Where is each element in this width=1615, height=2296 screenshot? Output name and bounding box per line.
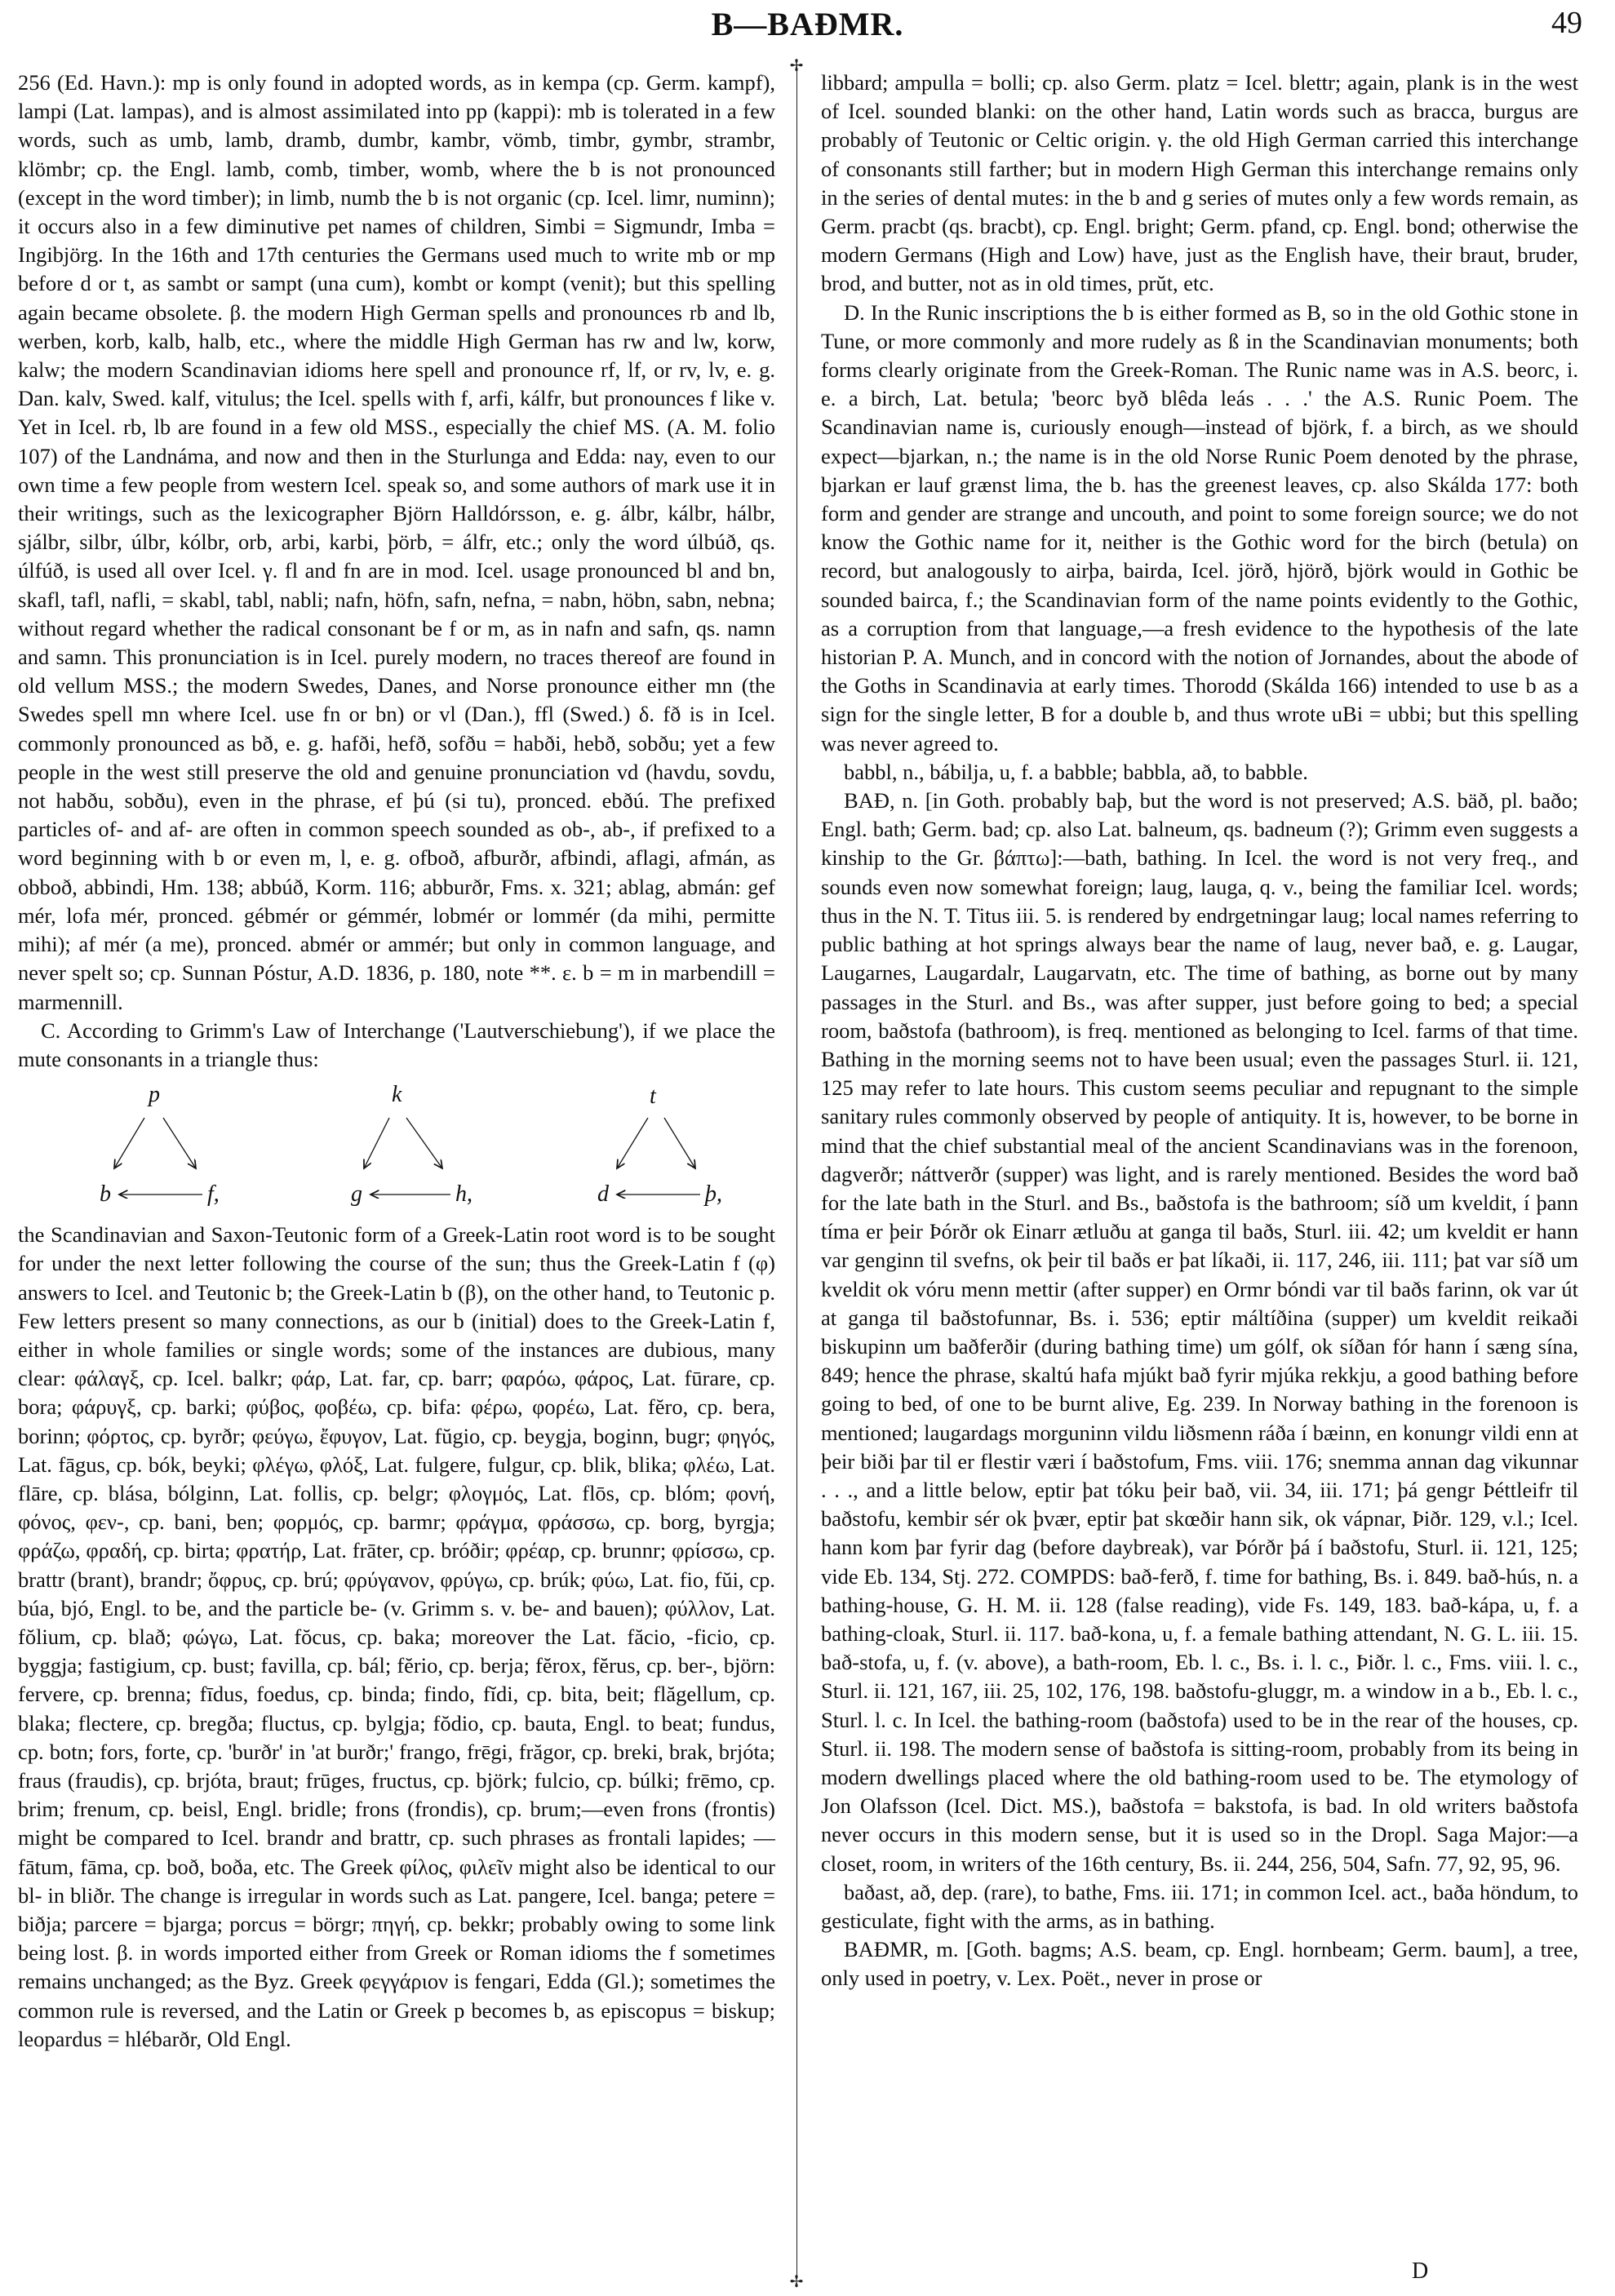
divider-ornament-bottom: ✢: [789, 2272, 804, 2291]
triangle-1: [100, 1082, 220, 1207]
right-paragraph-1: libbard; ampulla = bolli; cp. also Germ. platz = Icel. blettr; again, plank is in the west of Icel. sounded blanki: on the other hand, Latin words such as bracca, burgus are probably of Teutonic or Celtic origin. γ. the old High German carried this interchange of consonants still farther; but in modern High German this interchange remains only in the series of dental mutes: in the b and g series of mutes only a few words remain, as Germ. pracbt (qs. bracbt), cp. Engl. bright; Germ. pfand, cp. Engl. bond; otherwise the modern Germans (High and Low) have, just as the English have, their braut, bruder, brod, and butter, not as in old times, prŭt, etc.: [821, 70, 1578, 296]
triangle-3-right: þ,: [705, 1181, 722, 1208]
left-paragraph-3: the Scandinavian and Saxon-Teutonic form of a Greek-Latin root word is to be sought for under the next letter following the course of the sun; thus the Greek-Latin f (φ) answers to Icel. and Teutonic b; the Greek-Latin b (β), on the other hand, to Teutonic p. Few letters present so many connections, as our b (initial) does to the Greek-Latin f, either in whole families or single words; some of the instances are dubious, many clear: φάλαγξ, cp. Icel. balkr; φάρ, Lat. far, cp. barr; φαρόω, φάρος, Lat. fūrare, cp. bora; φάρυγξ, cp. barki; φύβος, φοβέω, cp. bifa: φέρω, φορέω, Lat. fĕro, cp. bera, borinn; φόρτος, cp. byrðr; φεύγω, ἔφυγον, Lat. fŭgio, cp. beygja, boginn, bugr; φηγός, Lat. fāgus, cp. bók, beyki; φλέγω, φλόξ, Lat. fulgere, fulgur, cp. blik, blika; φλέω, Lat. flāre, cp. blása, bólginn, Lat. follis, cp. belgr; φλογμός, Lat. flōs, cp. blóm; φονή, φόνος, φεν-, cp. bani, ben; φορμός, cp. barmr; φράγμα, φράσσω, cp. borg, byrgja; φράζω, φραδή, cp. birta; φρατήρ, Lat. frāter, cp. bróðir; φρέαρ, cp. brunnr; φρίσσω, cp. brattr (brant), brandr; ὄφρυς, cp. brú; φρύγανον, φρύγω, cp. brúk; φύω, Lat. fio, fŭi, cp. búa, bjó, Engl. to be, and the particle be- (v. Grimm s. v. be- and bauen); φύλλον, Lat. fŏlium, cp. blað; φώγω, Lat. fŏcus, cp. baka; moreover the Lat. făcio, -ficio, cp. byggja; fastigium, cp. bust; favilla, cp. bál; fĕrio, cp. berja; fĕrox, fĕrus, cp. ber-, björn: fervere, cp. brenna; fīdus, foedus, cp. binda; findo, fĭdi, cp. bita, beit; flăgellum, cp. blaka; flectere, cp. bregða; fluctus, cp. bylgja; fŏdio, cp. bauta, Engl. to beat; fundus, cp. botn; fors, forte, cp. 'burðr' in 'at burðr;' frango, frēgi, frăgor, cp. breki, brak, brjóta; fraus (fraudis), cp. brjóta, braut; frūges, fructus, cp. björk; fulcio, cp. búlki; frēmo, cp. brim; frenum, cp. beisl, Engl. bridle; frons (frondis), cp. brum;—even frons (frontis) might be compared to Icel. brandr and brattr, cp. such phrases as frontali lapides; —fātum, fāma, cp. boð, boða, etc. The Greek φίλος, φιλεῖν might also be identical to our bl- in bliðr. The change is irregular in words such as Lat. pangere, Icel. banga; petere = biðja; parcere = bjarga; porcus = börgr; πηγή, cp. bekkr; probably owing to some link being lost. β. in words imported either from Greek or Roman idioms the f sometimes remains unchanged; as the Byz. Greek φεγγάριον is fengari, Edda (Gl.); sometimes the common rule is reversed, and the Latin or Greek p becomes b, as episcopus = biskup; leopardus = hlébarðr, Old Engl.: [18, 1222, 775, 2051]
page-header: [33, 5, 1582, 51]
triangle-2-top: k: [392, 1082, 402, 1108]
left-paragraph-1: 256 (Ed. Havn.): mp is only found in adopted words, as in kempa (cp. Germ. kampf), lampi (Lat. lampas), and is almost assimilated into pp (kappi): mb is tolerated in a few words, such as umb, lamb, dramb, dumbr, kambr, vömb, timbr, gymbr, strambr, klömbr; cp. the Engl. lamb, comb, timber, womb, where the b is not pronounced (except in the word timber); in limb, numb the b is not organic (cp. Icel. limr, numinn); it occurs also in a few diminutive pet names of children, Simbi = Sigmundr, Imba = Ingibjörg. In the 16th and 17th centuries the Germans used much to write mb or mp before d or t, as sambt or sampt (una cum), kombt or kompt (venit); but this spelling again became obsolete. β. the modern High German spells and pronounces rb and lb, werben, korb, kalb, halb, etc., where the middle High German has rw and lw, korw, kalw; the modern Scandinavian idioms here spell and pronounce rf, lf, or rv, lv, e. g. Dan. kalv, Swed. kalf, vitulus; the Icel. spells with f, arfi, kálfr, but pronounces f like v. Yet in Icel. rb, lb are found in a few old MSS., especially the chief MS. (A. M. folio 107) of the Landnáma, and now and then in the Sturlunga and Edda: nay, even to our own time a few people from western Icel. speak so, and some authors of mark use it in their writings, such as the lexicographer Björn Halldórsson, e. g. álbr, kálbr, hálbr, sjálbr, silbr, úlbr, kólbr, orb, arbi, karbi, þörb, = álfr, etc.; only the word úlbúð, qs. úlfúð, is used all over Icel. γ. fl and fn are in mod. Icel. usage pronounced bl and bn, skafl, tafl, nafli, = skabl, tabl, nabli; nafn, höfn, safn, nefna, = nabn, höbn, sabn, nebna; without regard whether the radical consonant be f or m, as in nafn and safn, qs. namn and samn. This pronunciation is in Icel. purely modern, no traces thereof are found in old vellum MSS.; the modern Swedes, Danes, and Norse pronounce either mn (the Swedes spell mn where Icel. use fn or bn) or vl (Dan.), ffl (Swed.) δ. fð is in Icel. commonly pronounced as bð, e. g. hafði, hefð, sofðu = habði, hebð, sobðu; yet a few people in the west still preserve the old and genuine pronunciation vd (havdu, sovdu, not habðu, sobðu), even in the phrase, ef þú (si tu), pronced. ebðú. The prefixed particles of- and af- are often in common speech sounded as ob-, ab-, if prefixed to a word beginning with b or even m, l, e. g. ofboð, afburðr, afbindi, aflagi, afmán, as obboð, abbindi, Hm. 138; abbúð, Korm. 116; abburðr, Fms. x. 321; ablag, abmán: gef mér, lofa mér, pronced. gébmér or gémmér, lobmér or lommér (da mihi, permitte mihi); af mér (a me), pronced. abmér or ammér; but only in common language, and never spelt so; cp. Sunnan Póstur, A.D. 1836, p. 180, note **. ε. b = m in marbendill = marmennill.: [18, 70, 775, 1014]
triangle-2-arrow-right: [406, 1118, 442, 1168]
page-number: 49: [1551, 6, 1582, 40]
entry-badast: baðast, að, dep. (rare), to bathe, Fms. iii. 171; in common Icel. act., baða höndum, to gesticulate, fight with the arms, as in bathing.: [821, 1879, 1578, 1933]
triangle-3: [597, 1084, 722, 1207]
divider-ornament-top: ✢: [789, 55, 804, 75]
right-paragraph-2: D. In the Runic inscriptions the b is either formed as B, so in the old Gothic stone in Tune, or more commonly and more rudely as ß in the Scandinavian monuments; both forms clearly originate from the Greek-Roman. The Runic name was in A.S. beorc, i. e. a birch, Lat. betula; 'beorc byð blêda leás . . .' the A.S. Runic Poem. The Scandinavian name is, curiously enough—instead of björk, f. a birch, as we should expect—bjarkan, n.; the name is in the old Norse Runic Poem denoted by the phrase, bjarkan er lauf grænst lima, the b. has the greenest leaves, cp. also Skálda 177: both form and gender are strange and uncouth, and point to some foreign source; we do not know the Gothic name for it, neither is the Gothic word for the birch (betula) on record, but analogously to airþa, bairda, Icel. jörð, hjörð, björk would in Gothic be sounded bairca, f.; the Scandinavian form of the name points evidently to the Gothic, as a corruption from that language,—a fresh evidence to the hypothesis of the late historian P. A. Munch, and in concord with the notion of Jornandes, about the abode of the Goths in Scandinavia at early times. Thorodd (Skálda 166) intended to use b as a sign for the single letter, B for a double b, and thus wrote uBi = ubbi; but this spelling was never agreed to.: [821, 299, 1578, 756]
triangle-1-arrow-right: [163, 1118, 196, 1168]
entry-babbl: babbl, n., bábilja, u, f. a babble; babbla, að, to babble.: [844, 759, 1308, 784]
entry-badmr: BAÐMR, m. [Goth. bagms; A.S. beam, cp. Engl. hornbeam; Germ. baum], a tree, only used in poetry, v. Lex. Poët., never in prose or: [821, 1937, 1578, 1991]
running-head: B—BAÐMR.: [711, 6, 904, 42]
triangle-2-left: g: [351, 1181, 362, 1208]
triangle-3-arrow-left: [617, 1118, 648, 1168]
triangle-1-arrow-left: [114, 1118, 144, 1168]
triangle-3-left: d: [597, 1181, 609, 1208]
triangle-3-arrow-right: [664, 1118, 695, 1168]
triangle-diagram: [18, 1079, 775, 1217]
triangle-3-top: t: [650, 1084, 656, 1110]
column-divider: [796, 64, 797, 2279]
triangle-1-right: f,: [207, 1181, 220, 1208]
triangle-2: [351, 1082, 473, 1207]
left-column: [18, 69, 775, 2263]
left-paragraph-2: C. According to Grimm's Law of Interchange ('Lautverschiebung'), if we place the mute consonants in a triangle thus:: [18, 1017, 775, 1071]
consonant-triangles: [18, 1079, 775, 1217]
triangle-2-arrow-left: [364, 1118, 389, 1168]
triangle-1-left: b: [100, 1181, 111, 1208]
triangle-2-right: h,: [455, 1181, 473, 1208]
right-column: [821, 69, 1578, 2263]
signature-mark: D: [1412, 2258, 1429, 2284]
entry-bad: BAÐ, n. [in Goth. probably baþ, but the word is not preserved; A.S. bäð, pl. baðo; Engl. bath; Germ. bad; cp. also Lat. balneum, qs. badneum (?); Grimm even suggests a kinship to the Gr. βάπτω]:—bath, bathing. In Icel. the word is not very freq., and sounds even now somewhat foreign; laug, lauga, q. v., being the familiar Icel. words; thus in the N. T. Titus iii. 5. is rendered by endrgetningar laug; local names referring to public bathing at hot springs always bear the name of laug, never bað, e. g. Laugar, Laugarnes, Laugardalr, Laugarvatn, etc. The time of bathing, as borne out by many passages in the Sturl. and Bs., was after supper, just before going to bed; a special room, baðstofa (bathroom), is freq. mentioned as belonging to Icel. farms of that time. Bathing in the morning seems not to have been usual; even the passages Sturl. ii. 121, 125 may refer to late hours. This custom seems peculiar and repugnant to the simple sanitary rules commonly observed by people of antiquity. It is, however, to be borne in mind that the chief substantial meal of the ancient Scandinavians was in the forenoon, dagverðr; náttverðr (supper) was light, and is rarely mentioned. Besides the word bað for the late bath in the Sturl. and Bs., baðstofa is the bathroom; síð um kveldit, í þann tíma er þeir Þórðr ok Einarr ætluðu at ganga til baðs, Sturl. iii. 42; um kveldit er hann var genginn til svefns, ok þeir til baðs er þat líkaði, ii. 117, 246, iii. 111; þat var síð um kveldit ok vóru menn mettir (after supper) en Ormr bóndi var til baðs farinn, ok var út at ganga til baðstofunnar, Bs. i. 536; eptir máltíðina (supper) um kveldit reikaði biskupinn um baðferðir (during bathing time) um gólf, ok síðan fór hann í sæng sína, 849; hence the phrase, skaltú hafa mjúkt bað fyrir mjúka rekkju, a good bathing before going to bed, of one to be burnt alive, Eg. 239. In Norway bathing in the forenoon is mentioned; laugardags morguninn vildu liðsmenn ráða í bæinn, en konungr vildi enn at þeir biði þar til er flestir væri í baðstofum, Fms. viii. 176; snemma annan dag vikunnar . . ., and a little below, eptir þat tóku þeir bað, vii. 34, iii. 171; þá gengr Þéttleifr til baðstofu, kembir sér ok þvær, eptir þat skœðir hann sik, ok vápnar, Þiðr. 129, v.l.; Icel. hann kom þar fyrir dag (before daybreak), var Þórðr þá í baðstofu, Sturl. ii. 121, 125; vide Eb. 134, Stj. 272. COMPDS: bað-ferð, f. time for bathing, Bs. i. 849. bað-hús, n. a bathing-house, G. H. M. ii. 128 (false reading), vide Fs. 149, 183. bað-kápa, u, f. a bathing-cloak, Sturl. ii. 117. bað-kona, u, f. a female bathing attendant, N. G. L. iii. 15. bað-stofa, u, f. (v. above), a bath-room, Eb. l. c., Bs. i. l. c., Þiðr. l. c., Fms. viii. l. c., Sturl. ii. 121, 167, iii. 25, 102, 176, 198. baðstofu-gluggr, m. a window in a b., Eb. l. c., Sturl. l. c. In Icel. the bathing-room (baðstofa) used to be in the rear of the houses, cp. Sturl. ii. 198. The modern sense of baðstofa is sitting-room, probably from its being in modern dwellings placed where the old bathing-room used to be. The etymology of Jon Olafsson (Icel. Dict. MS.), baðstofa = bakstofa, is bad. In old writers baðstofa never occurs in this modern sense, but it is used so in the Dropl. Saga Major:—a closet, room, in writers of the 16th century, Bs. ii. 244, 256, 504, Safn. 77, 92, 95, 96.: [821, 788, 1578, 1876]
triangle-1-top: p: [149, 1082, 160, 1108]
